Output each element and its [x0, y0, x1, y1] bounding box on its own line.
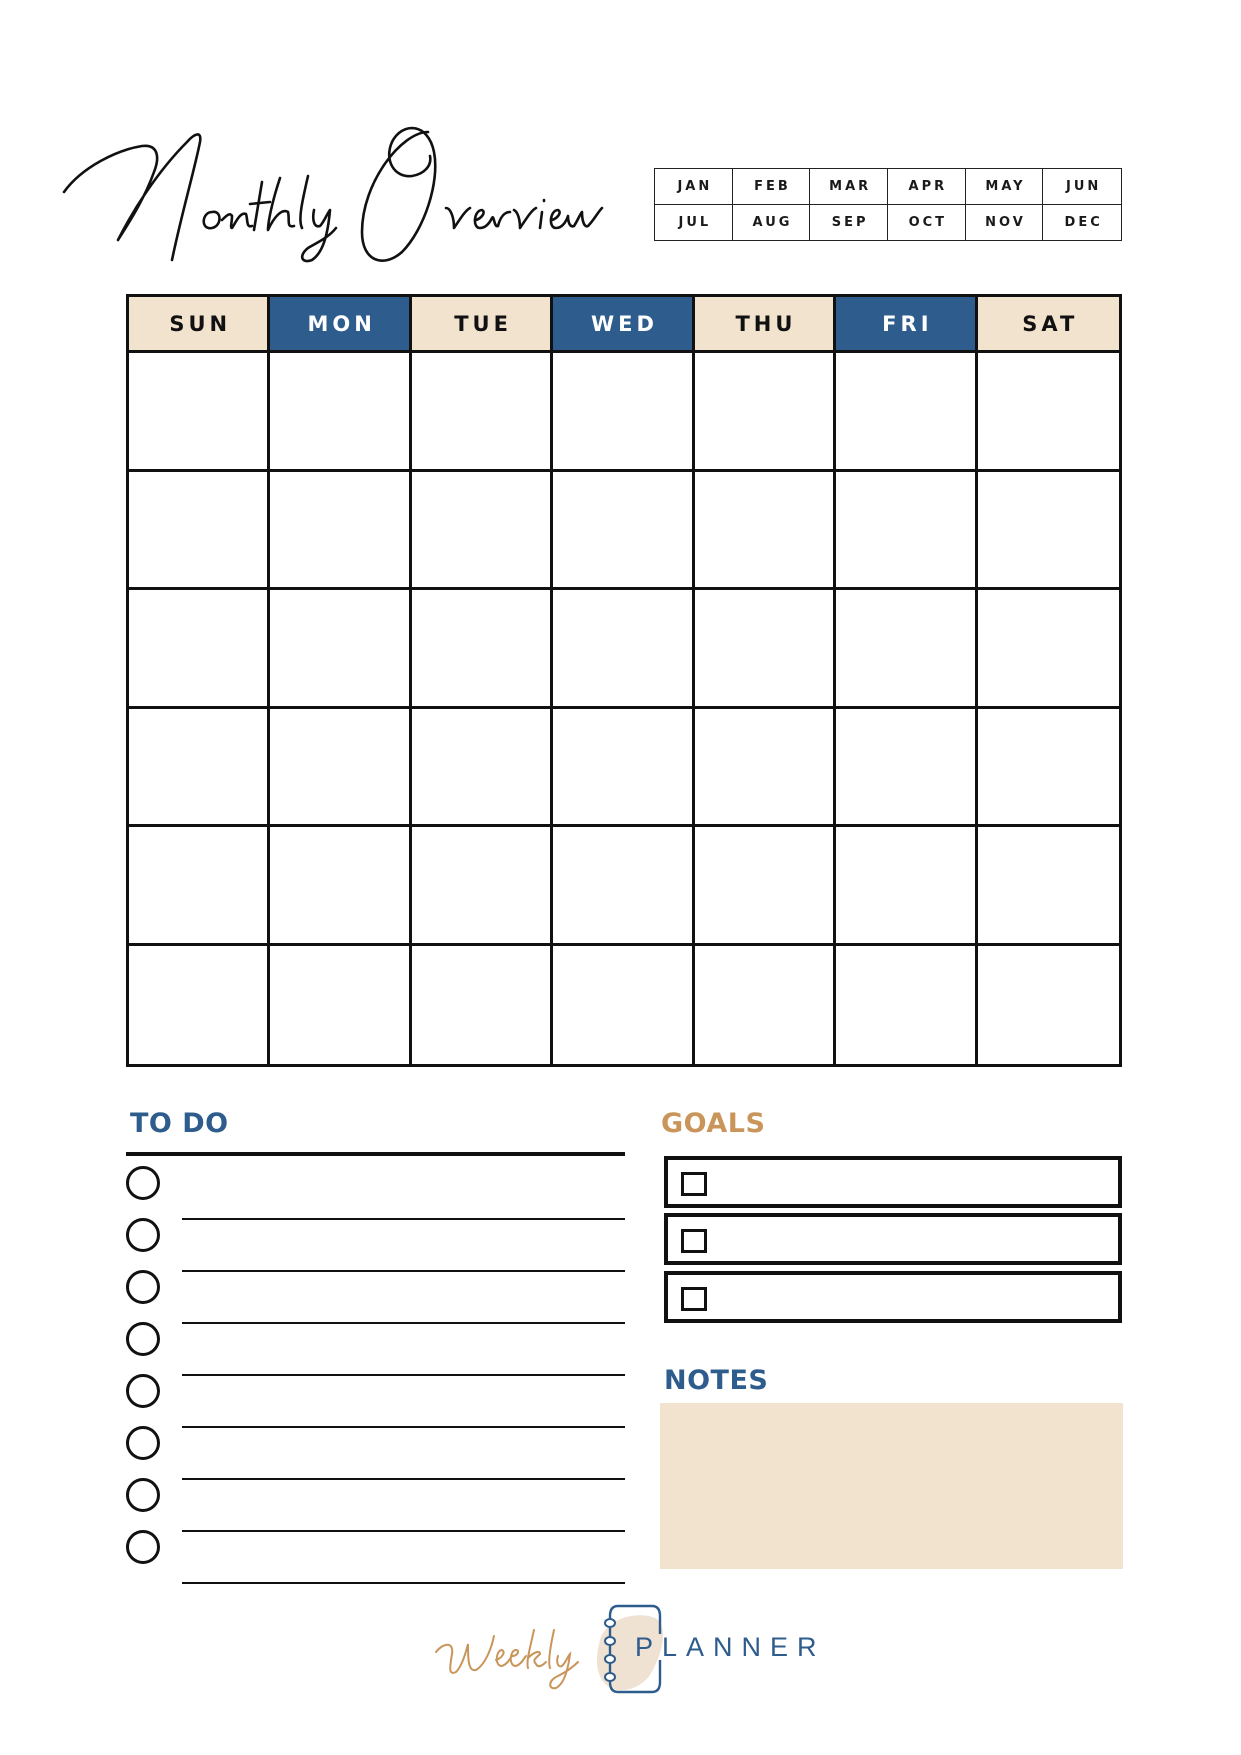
- calendar-day-cell[interactable]: [978, 590, 1119, 709]
- month-jan[interactable]: JAN: [655, 169, 733, 205]
- month-selector: [654, 168, 1122, 241]
- todo-item: [126, 1532, 625, 1584]
- weekday-thu: THU: [695, 297, 836, 350]
- calendar-day-cell[interactable]: [695, 472, 836, 591]
- calendar-day-cell[interactable]: [836, 709, 977, 828]
- calendar-day-cell[interactable]: [978, 472, 1119, 591]
- calendar-day-cell[interactable]: [129, 946, 270, 1065]
- calendar-day-cell[interactable]: [412, 590, 553, 709]
- todo-item: [126, 1376, 625, 1428]
- goal-item[interactable]: [664, 1213, 1122, 1265]
- calendar-day-cell[interactable]: [836, 827, 977, 946]
- goal-item[interactable]: [664, 1271, 1122, 1323]
- goal-item[interactable]: [664, 1156, 1122, 1208]
- calendar-day-cell[interactable]: [129, 827, 270, 946]
- todo-checkbox-circle-icon[interactable]: [126, 1166, 160, 1200]
- notes-heading: NOTES: [664, 1365, 769, 1396]
- calendar-day-cell[interactable]: [695, 590, 836, 709]
- todo-item: [126, 1480, 625, 1532]
- month-may[interactable]: MAY: [966, 169, 1044, 205]
- todo-item: [126, 1168, 625, 1220]
- weekday-wed: WED: [553, 297, 694, 350]
- calendar-day-cell[interactable]: [129, 472, 270, 591]
- calendar-day-cell[interactable]: [836, 946, 977, 1065]
- calendar-day-cell[interactable]: [412, 353, 553, 472]
- month-apr[interactable]: APR: [888, 169, 966, 205]
- weekday-mon: MON: [270, 297, 411, 350]
- calendar-day-cell[interactable]: [695, 709, 836, 828]
- calendar-day-cell[interactable]: [978, 353, 1119, 472]
- calendar-day-cell[interactable]: [553, 472, 694, 591]
- todo-heading: TO DO: [130, 1108, 229, 1139]
- todo-checkbox-circle-icon[interactable]: [126, 1322, 160, 1356]
- calendar-day-cell[interactable]: [553, 946, 694, 1065]
- month-nov[interactable]: NOV: [966, 205, 1044, 241]
- calendar-day-cell[interactable]: [978, 946, 1119, 1065]
- month-mar[interactable]: MAR: [810, 169, 888, 205]
- logo-wordmark: PLANNER: [635, 1632, 826, 1662]
- calendar-day-cell[interactable]: [553, 827, 694, 946]
- month-feb[interactable]: FEB: [733, 169, 811, 205]
- calendar-day-cell[interactable]: [836, 590, 977, 709]
- weekday-fri: FRI: [836, 297, 977, 350]
- weekday-tue: TUE: [412, 297, 553, 350]
- month-sep[interactable]: SEP: [810, 205, 888, 241]
- todo-checkbox-circle-icon[interactable]: [126, 1530, 160, 1564]
- todo-item: [126, 1220, 625, 1272]
- calendar-day-cell[interactable]: [695, 827, 836, 946]
- goal-checkbox-icon[interactable]: [681, 1172, 707, 1196]
- calendar-day-cell[interactable]: [412, 946, 553, 1065]
- calendar-day-cell[interactable]: [270, 472, 411, 591]
- calendar-days: [129, 353, 1119, 1064]
- calendar-day-cell[interactable]: [270, 946, 411, 1065]
- todo-item: [126, 1272, 625, 1324]
- month-oct[interactable]: OCT: [888, 205, 966, 241]
- todo-checkbox-circle-icon[interactable]: [126, 1374, 160, 1408]
- month-aug[interactable]: AUG: [733, 205, 811, 241]
- monthly-overview-script-title: [62, 112, 632, 272]
- calendar-day-cell[interactable]: [695, 946, 836, 1065]
- calendar-grid: [126, 294, 1122, 1067]
- todo-checkbox-circle-icon[interactable]: [126, 1426, 160, 1460]
- calendar-day-cell[interactable]: [836, 472, 977, 591]
- todo-item: [126, 1324, 625, 1376]
- calendar-day-cell[interactable]: [129, 353, 270, 472]
- goal-checkbox-icon[interactable]: [681, 1287, 707, 1311]
- todo-checkbox-circle-icon[interactable]: [126, 1218, 160, 1252]
- calendar-day-cell[interactable]: [270, 709, 411, 828]
- calendar-day-cell[interactable]: [553, 590, 694, 709]
- calendar-day-cell[interactable]: [412, 709, 553, 828]
- calendar-day-cell[interactable]: [695, 353, 836, 472]
- month-dec[interactable]: DEC: [1064, 214, 1103, 230]
- todo-write-line[interactable]: [182, 1582, 625, 1584]
- calendar-day-cell[interactable]: [270, 827, 411, 946]
- todo-item: [126, 1428, 625, 1480]
- calendar-day-cell[interactable]: [978, 827, 1119, 946]
- calendar-day-cell[interactable]: [836, 353, 977, 472]
- month-jun[interactable]: JUN: [1043, 169, 1121, 205]
- weekday-header: [129, 297, 1119, 353]
- weekday-sun: SUN: [129, 297, 270, 350]
- todo-divider: [126, 1152, 625, 1156]
- calendar-day-cell[interactable]: [412, 827, 553, 946]
- calendar-day-cell[interactable]: [553, 353, 694, 472]
- goals-heading: GOALS: [661, 1108, 766, 1139]
- calendar-day-cell[interactable]: [129, 709, 270, 828]
- month-jul[interactable]: JUL: [655, 205, 733, 241]
- calendar-day-cell[interactable]: [270, 353, 411, 472]
- calendar-day-cell[interactable]: [978, 709, 1119, 828]
- calendar-day-cell[interactable]: [270, 590, 411, 709]
- todo-checkbox-circle-icon[interactable]: [126, 1270, 160, 1304]
- goal-checkbox-icon[interactable]: [681, 1229, 707, 1253]
- weekly-planner-logo: [430, 1600, 826, 1696]
- notes-area[interactable]: [660, 1403, 1123, 1569]
- todo-checkbox-circle-icon[interactable]: [126, 1478, 160, 1512]
- page-title: [62, 112, 632, 272]
- calendar-day-cell[interactable]: [412, 472, 553, 591]
- weekday-sat: SAT: [978, 297, 1119, 350]
- calendar-day-cell[interactable]: [129, 590, 270, 709]
- calendar-day-cell[interactable]: [553, 709, 694, 828]
